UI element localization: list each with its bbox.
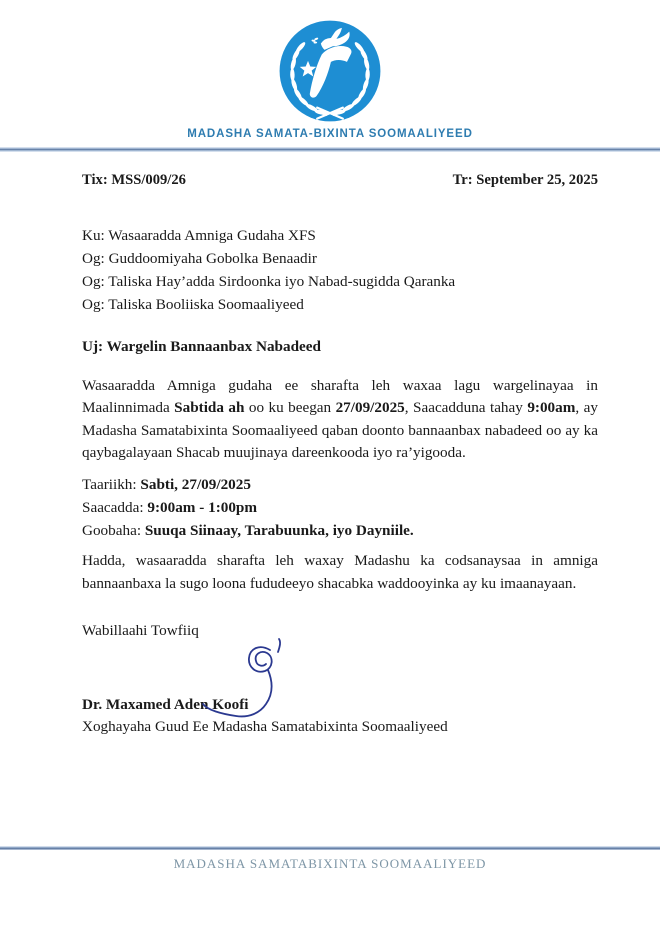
detail-time-line — [82, 496, 598, 519]
highlight-day: Sabtida ah — [174, 399, 245, 417]
org-name-header: MADASHA SAMATA-BIXINTA SOOMAALIYEED — [187, 128, 473, 140]
recipient-line: Og: Guddoomiyaha Gobolka Benaadir — [82, 250, 317, 268]
detail-value: 9:00am - 1:00pm — [147, 499, 258, 517]
highlight-date: 27/09/2025 — [335, 399, 405, 417]
footer-org-name: MADASHA SAMATABIXINTA SOOMAALIYEED — [173, 856, 487, 871]
paragraph-text: Wasaaradda Amniga gudaha ee sharafta leh waxaa lagu wargelinayaa in Maalinnimada — [82, 376, 598, 417]
org-logo-emblem-icon — [275, 16, 385, 126]
recipient-line: Og: Taliska Booliiska Soomaaliyeed — [82, 296, 304, 314]
highlight-time: 9:00am — [527, 399, 576, 417]
detail-location-line — [82, 519, 598, 542]
reference-date: Tr: September 25, 2025 — [452, 172, 598, 188]
paragraph-notification — [82, 375, 598, 465]
recipient-list — [82, 224, 598, 316]
recipient-line: Ku: Wasaaradda Amniga Gudaha XFS — [82, 227, 316, 245]
reference-row — [82, 169, 598, 191]
paragraph-request: Hadda, wasaaradda sharafta leh waxay Madashu ka codsanaysaa in amniga bannaanbaxa la sugo loona fududeeyo shacabka waddooyinka ay ku imaanayaan. — [82, 552, 598, 592]
event-details — [82, 473, 598, 542]
detail-label: Saacadda: — [82, 499, 148, 517]
signatory-name: Dr. Maxamed Aden Koofi — [82, 695, 249, 713]
reference-number: Tix: MSS/009/26 — [82, 172, 186, 188]
header-divider — [0, 147, 660, 152]
closing-salutation: Wabillaahi Towfiiq — [82, 622, 199, 640]
paragraph-text: oo ku beegan — [244, 399, 336, 417]
paragraph-text: , ay Madasha Samatabixinta Soomaaliyeed qaban doonto bannaanbax nabadeed oo ay ka qaybagalayaan Shacab muujinaya dareenkooda iyo ra’yigooda. — [82, 399, 598, 462]
detail-date-line — [82, 473, 598, 496]
handwritten-signature-icon — [198, 636, 290, 728]
letter-body — [82, 169, 598, 738]
detail-value: Suuqa Siinaay, Tarabuunka, iyo Dayniile. — [144, 522, 414, 540]
subject-line: Uj: Wargelin Bannaanbax Nabadeed — [82, 338, 321, 356]
detail-label: Taariikh: — [82, 476, 141, 494]
recipient-line: Og: Taliska Hay’adda Sirdoonka iyo Nabad-sugidda Qaranka — [82, 273, 456, 291]
detail-value: Sabti, 27/09/2025 — [140, 476, 251, 494]
footer — [0, 846, 660, 872]
detail-label: Goobaha: — [82, 522, 145, 540]
letterhead — [0, 16, 660, 152]
footer-divider — [0, 846, 660, 850]
signatory-title: Xoghayaha Guud Ee Madasha Samatabixinta Soomaaliyeed — [82, 718, 448, 736]
paragraph-text: , Saacadduna tahay — [404, 399, 528, 417]
